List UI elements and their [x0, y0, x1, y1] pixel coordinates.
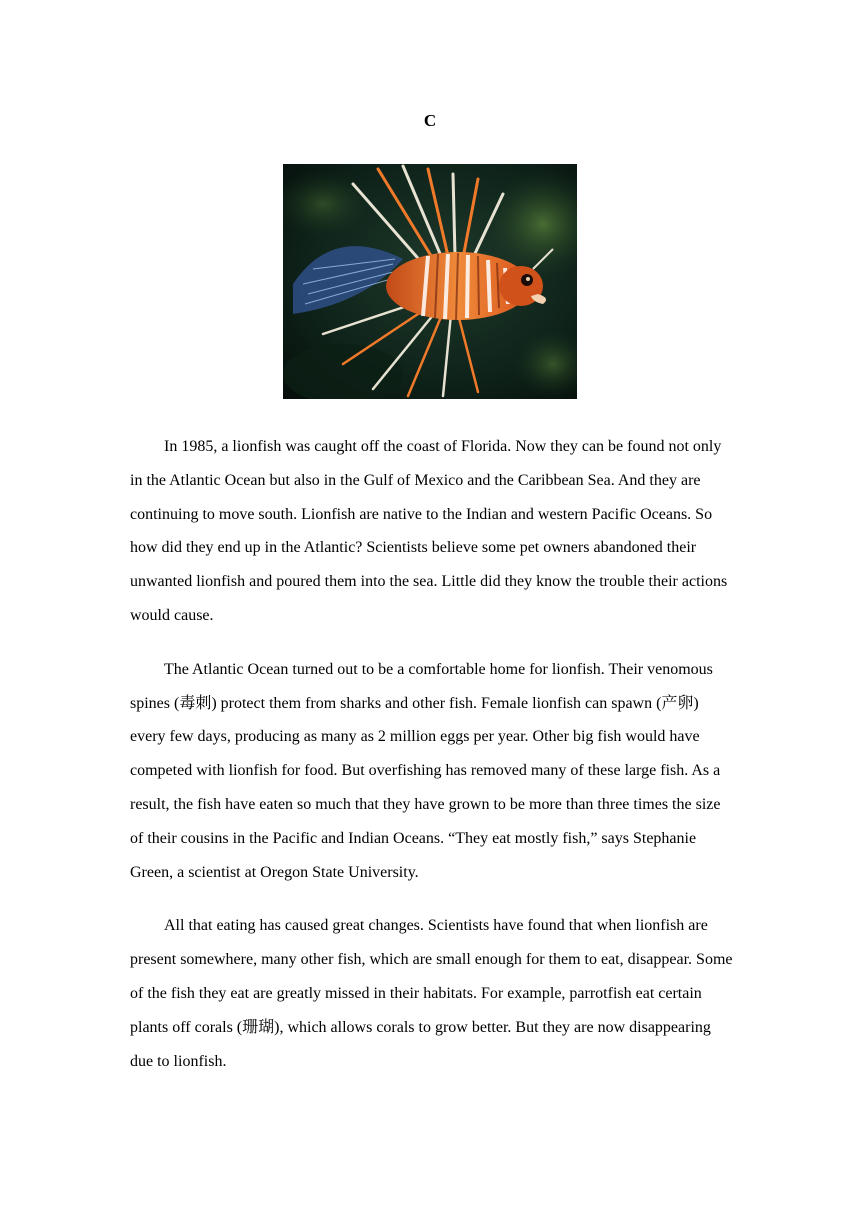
section-heading: C: [423, 111, 437, 130]
paragraph-3: All that eating has caused great changes. Scientists have found that when lionfish are present somewhere, many other fish, which are small enough for them to eat, disappear. Some of the fish they eat are greatly missed in their habitats. For example, parrotfish eat certain plants off corals (珊瑚), which allows corals to grow better. But they are now disappearing due to lionfish.: [130, 917, 733, 1070]
article-body: [130, 430, 734, 1098]
lionfish-photo: [283, 164, 577, 399]
paragraph-1: In 1985, a lionfish was caught off the coast of Florida. Now they can be found not only in the Atlantic Ocean but also in the Gulf of Mexico and the Caribbean Sea. And they are continuing to move south. Lionfish are native to the Indian and western Pacific Oceans. So how did they end up in the Atlantic? Scientists believe some pet owners abandoned their unwanted lionfish and poured them into the sea. Little did they know the trouble their actions would cause.: [130, 438, 728, 624]
lionfish-illustration: [283, 164, 577, 399]
paragraph-2: The Atlantic Ocean turned out to be a comfortable home for lionfish. Their venomous spines (毒刺) protect them from sharks and other fish. Female lionfish can spawn (产卵) every few days, producing as many as 2 million eggs per year. Other big fish would have competed with lionfish for food. But overfishing has removed many of these large fish. As a result, the fish have eaten so much that they have grown to be more than three times the size of their cousins in the Pacific and Indian Oceans. “They eat mostly fish,” says Stephanie Green, a scientist at Oregon State University.: [130, 660, 721, 881]
